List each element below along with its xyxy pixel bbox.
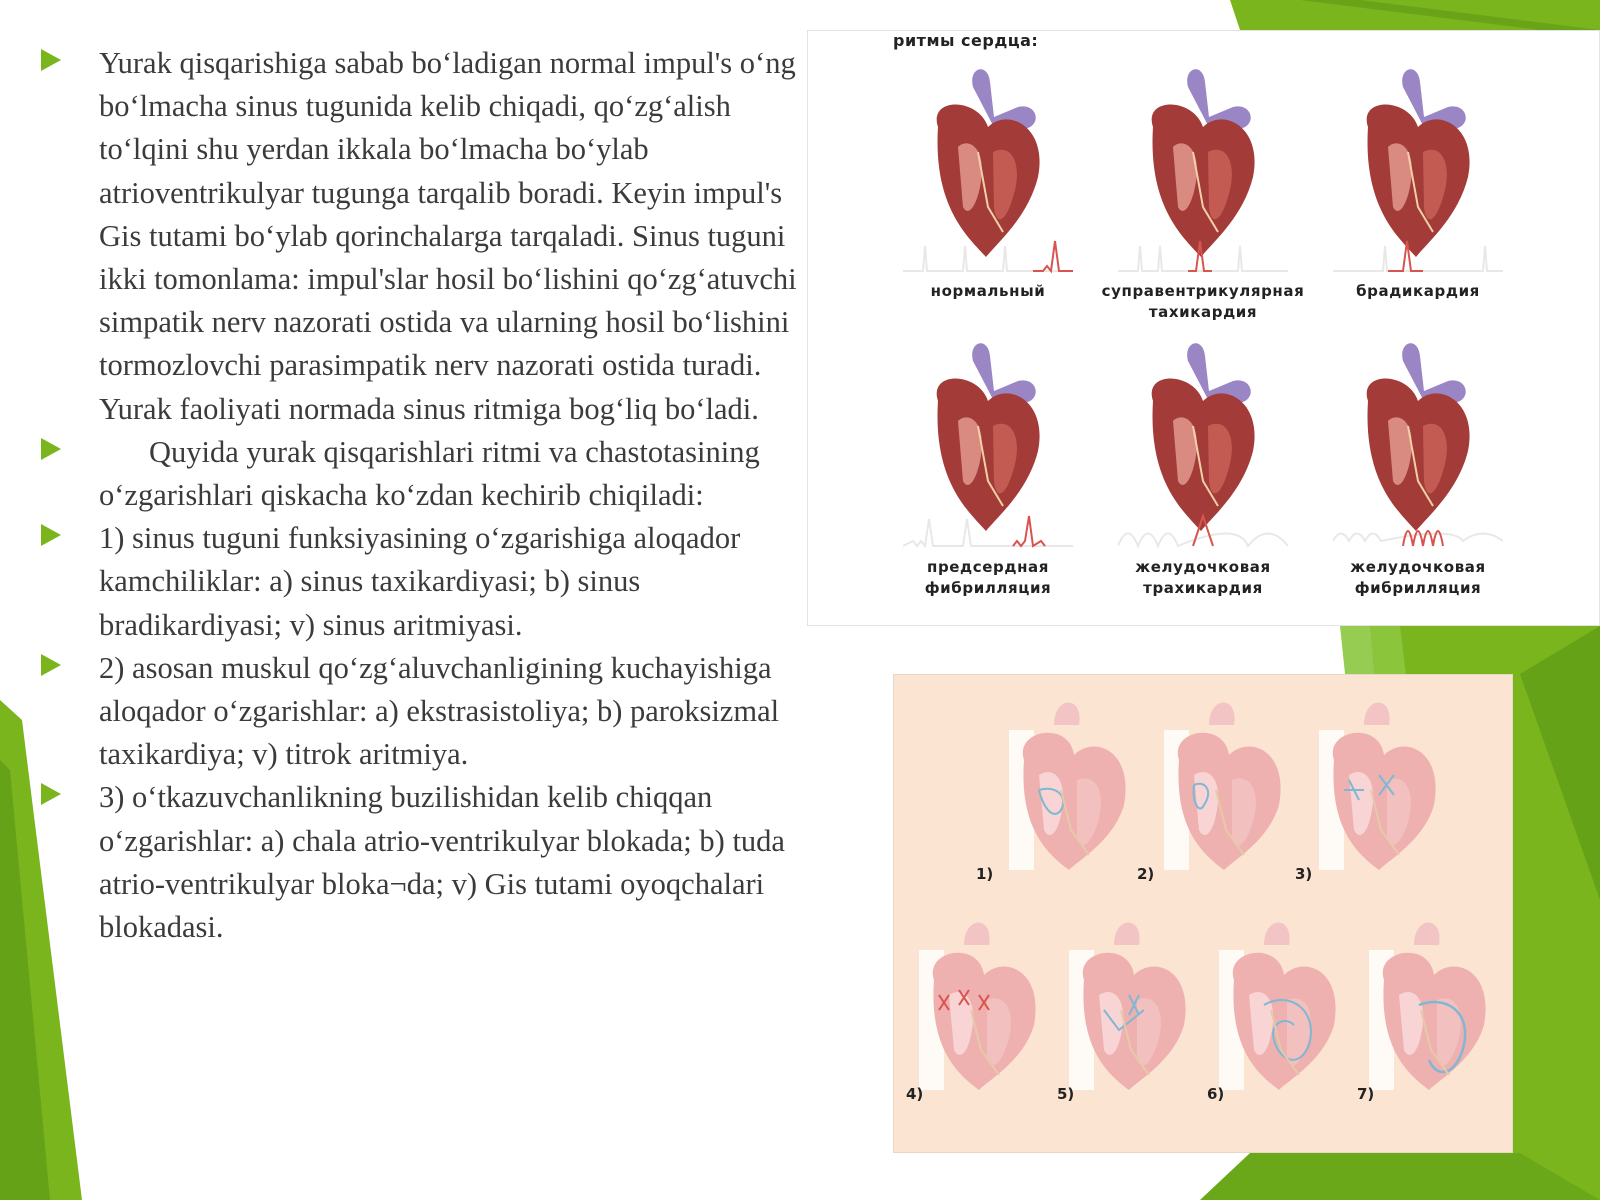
caption-bradycardia: брадикардия	[1356, 282, 1480, 300]
triangle-bullet-icon	[41, 438, 61, 460]
triangle-bullet-icon	[41, 654, 61, 676]
heart-label-4: 4)	[906, 1085, 924, 1103]
heart-conduction-icon	[1059, 910, 1199, 1090]
heart-illustration-icon	[918, 331, 1058, 531]
ecg-trace-icon	[1333, 236, 1503, 276]
conduction-figure	[893, 674, 1513, 1153]
paragraph-intro: Yurak qisqarishiga sabab bo‘ladigan normal impul's o‘ng bo‘lmacha sinus tugunida kelib chiqadi, qo‘zg‘alish to‘lqini shu yerdan ikkala bo‘lmacha bo‘ylab atrioventrikulyar tugunga tarqalib boradi. Keyin impul's Gis tutami bo‘ylab qorinchalarga tarqaladi. Sinus tuguni ikki tomonlama: impul'slar hosil bo‘lishini qo‘zg‘atuvchi simpatik nerv nazorati ostida va ularning hosil bo‘lishini tormozlovchi parasimpatik nerv nazorati ostida turadi. Yurak faoliyati normada sinus ritmiga bog‘liq bo‘ladi.	[99, 46, 797, 426]
caption-ventricular-fibrillation: желудочковая фибрилляция	[1350, 558, 1486, 597]
heart-label-5: 5)	[1057, 1085, 1075, 1103]
paragraph-item-1: 1) sinus tuguni funksiyasining o‘zgarishiga aloqador kamchiliklar: a) sinus taxikardiyasi; b) sinus bradikardiyasi; v) sinus aritmiyasi.	[99, 521, 741, 642]
heart-conduction-icon	[1209, 910, 1349, 1090]
bullet-item	[40, 431, 800, 517]
heart-conduction-icon	[1154, 690, 1294, 870]
heart-conduction-icon	[999, 690, 1139, 870]
paragraph-overview: Quyida yurak qisqarishlari ritmi va chastotasining o‘zgarishlari qiskacha ko‘zdan kechirib chiqiladi:	[99, 434, 760, 513]
heart-conduction-icon	[1309, 690, 1449, 870]
heart-label-1: 1)	[976, 865, 994, 883]
heart-illustration-icon	[1133, 57, 1273, 257]
bullet-item	[40, 647, 800, 777]
bullet-item	[40, 776, 800, 949]
figure-title: ритмы сердца:	[893, 31, 1039, 50]
heart-illustration-icon	[918, 57, 1058, 257]
caption-ventricular-tachycardia: желудочковая трахикардия	[1135, 558, 1271, 597]
heart-label-6: 6)	[1207, 1085, 1225, 1103]
ecg-trace-icon	[1333, 511, 1503, 551]
paragraph-item-2: 2) asosan muskul qo‘zg‘aluvchanligining kuchayishiga aloqador o‘zgarishlar: a) ekstrasistoliya; b) paroksizmal taxikardiya; v) titrok aritmiya.	[99, 650, 780, 772]
heart-label-7: 7)	[1357, 1085, 1375, 1103]
triangle-bullet-icon	[41, 783, 61, 805]
ecg-trace-icon	[1118, 236, 1288, 276]
paragraph-item-3: 3) o‘tkazuvchanlikning buzilishidan kelib chiqqan o‘zgarishlar: a) chala atrio-ventrikulyar blokada; b) tuda atrio-ventrikulyar bloka¬da; v) Gis tutami oyoqchalari blokadasi.	[99, 780, 785, 945]
bullet-item	[40, 42, 800, 431]
heart-label-2: 2)	[1137, 865, 1155, 883]
heart-conduction-icon	[1359, 910, 1499, 1090]
heart-illustration-icon	[1133, 331, 1273, 531]
ecg-trace-icon	[1118, 511, 1288, 551]
heart-conduction-icon	[909, 910, 1049, 1090]
caption-normal: нормальный	[930, 282, 1046, 300]
bullet-item	[40, 517, 800, 647]
heart-illustration-icon	[1348, 331, 1488, 531]
ecg-trace-icon	[903, 236, 1073, 276]
triangle-bullet-icon	[41, 524, 61, 546]
caption-atrial-fibrillation: предсердная фибрилляция	[924, 558, 1052, 597]
text-column	[40, 42, 800, 949]
heart-label-3: 3)	[1295, 865, 1313, 883]
ecg-trace-icon	[903, 511, 1073, 551]
caption-supraventricular-tachycardia: суправентрикулярная тахикардия	[1101, 282, 1305, 321]
heart-rhythms-figure	[807, 30, 1600, 626]
triangle-bullet-icon	[41, 49, 61, 71]
heart-illustration-icon	[1348, 57, 1488, 257]
